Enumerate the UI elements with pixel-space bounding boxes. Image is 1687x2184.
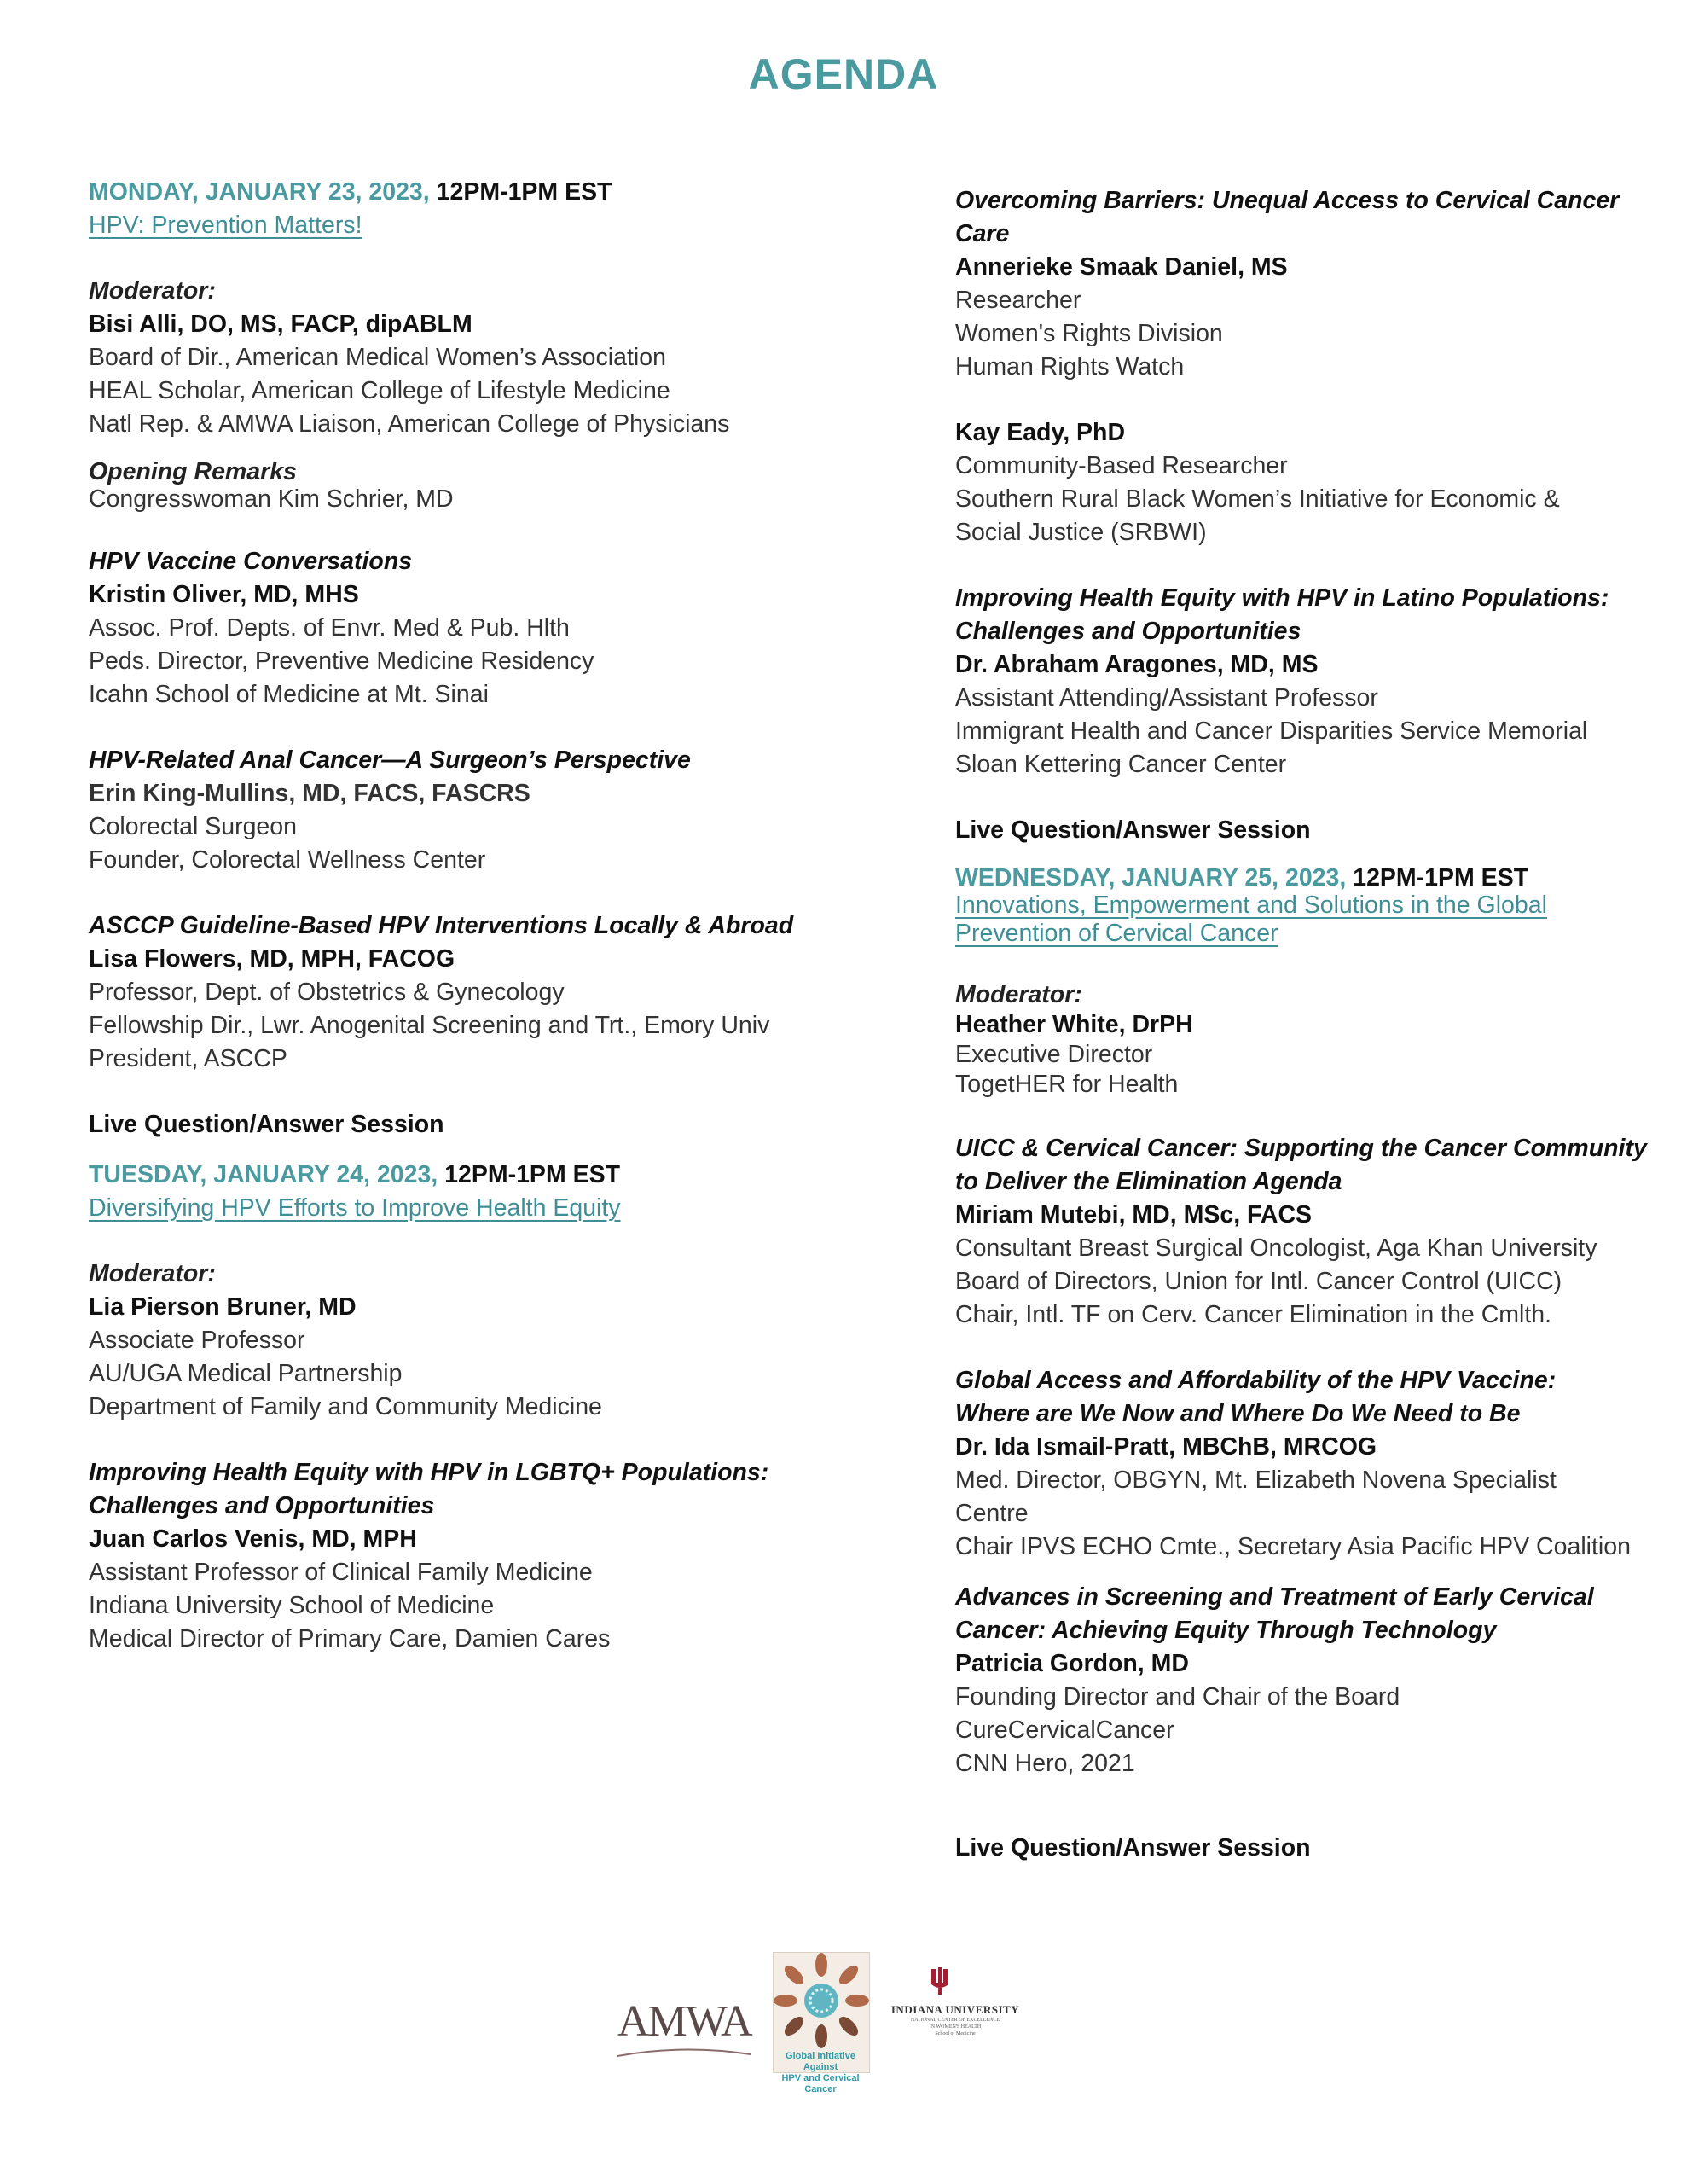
live-qa-label: Live Question/Answer Session xyxy=(955,1834,1311,1862)
opening-remarks-speaker: Congresswoman Kim Schrier, MD xyxy=(89,485,454,513)
monday-theme[interactable]: HPV: Prevention Matters! xyxy=(89,212,362,239)
affiliation-line: Community-Based Researcher xyxy=(955,452,1288,479)
indiana-university-logo xyxy=(887,2003,1023,2037)
affiliation-line: Indiana University School of Medicine xyxy=(89,1592,495,1619)
monday-header xyxy=(89,176,839,209)
wednesday-theme[interactable]: Innovations, Empowerment and Solutions in the Global xyxy=(955,892,1547,919)
session-title: ASCCP Guideline-Based HPV Interventions Locally & Abroad xyxy=(89,912,794,939)
wednesday-header xyxy=(955,864,1663,892)
amwa-logo: AMWA xyxy=(617,1997,751,2046)
hands-circle-icon xyxy=(774,1953,869,2048)
moderator-label: Moderator: xyxy=(89,277,216,305)
affiliation-line: Founding Director and Chair of the Board xyxy=(955,1683,1400,1711)
left-column xyxy=(89,176,839,1656)
iu-name: INDIANA UNIVERSITY xyxy=(890,2003,1020,2016)
affiliation-line: Department of Family and Community Medicine xyxy=(89,1393,602,1420)
moderator-label: Moderator: xyxy=(955,981,1082,1008)
affiliation-line: Fellowship Dir., Lwr. Anogenital Screening and Trt., Emory Univ xyxy=(89,1012,770,1039)
affiliation-line: Women's Rights Division xyxy=(955,320,1223,347)
affiliation-line: Assistant Attending/Assistant Professor xyxy=(955,684,1378,712)
global-initiative-line: HPV and Cervical Cancer xyxy=(781,2073,860,2094)
tuesday-header xyxy=(89,1159,839,1192)
right-column xyxy=(955,184,1663,1865)
affiliation-line: AU/UGA Medical Partnership xyxy=(89,1360,403,1387)
moderator-name: Bisi Alli, DO, MS, FACP, dipABLM xyxy=(89,311,472,338)
speaker-name: Lisa Flowers, MD, MPH, FACOG xyxy=(89,945,455,973)
affiliation-line: President, ASCCP xyxy=(89,1045,287,1072)
affiliation-line: CureCervicalCancer xyxy=(955,1716,1174,1744)
session-title: Care xyxy=(955,220,1010,247)
wednesday-time: 12PM-1PM EST xyxy=(1353,864,1529,892)
monday-date: MONDAY, JANUARY 23, 2023, xyxy=(89,178,430,206)
tuesday-theme[interactable]: Diversifying HPV Efforts to Improve Health Equity xyxy=(89,1194,621,1222)
affiliation-line: Immigrant Health and Cancer Disparities Service Memorial xyxy=(955,717,1588,745)
session-title: UICC & Cervical Cancer: Supporting the Cancer Community xyxy=(955,1135,1647,1162)
speaker-name: Juan Carlos Venis, MD, MPH xyxy=(89,1525,417,1553)
affiliation-line: Sloan Kettering Cancer Center xyxy=(955,751,1287,778)
session-title: Overcoming Barriers: Unequal Access to Cervical Cancer xyxy=(955,187,1620,214)
affiliation-line: Peds. Director, Preventive Medicine Residency xyxy=(89,648,594,675)
moderator-name: Heather White, DrPH xyxy=(955,1011,1193,1038)
global-initiative-line: Global Initiative Against xyxy=(786,2051,855,2072)
iu-subtitle: IN WOMEN'S HEALTH xyxy=(929,2024,982,2030)
affiliation-line: Medical Director of Primary Care, Damien Cares xyxy=(89,1625,611,1653)
speaker-name: Kay Eady, PhD xyxy=(955,419,1126,446)
session-title: Improving Health Equity with HPV in Latino Populations: xyxy=(955,584,1609,612)
sponsor-logos xyxy=(614,1952,1092,2097)
opening-remarks-label: Opening Remarks xyxy=(89,458,297,485)
session-title: Challenges and Opportunities xyxy=(955,618,1301,645)
speaker-name: Dr. Abraham Aragones, MD, MS xyxy=(955,651,1319,678)
moderator-name: Lia Pierson Bruner, MD xyxy=(89,1293,357,1321)
speaker-name: Patricia Gordon, MD xyxy=(955,1650,1189,1677)
session-title: Advances in Screening and Treatment of Early Cervical xyxy=(955,1583,1594,1611)
affiliation-line: Assistant Professor of Clinical Family Medicine xyxy=(89,1559,593,1586)
affiliation-line: Southern Rural Black Women’s Initiative for Economic & xyxy=(955,485,1560,513)
affiliation-line: Natl Rep. & AMWA Liaison, American College of Physicians xyxy=(89,410,730,438)
affiliation-line: Researcher xyxy=(955,287,1081,314)
speaker-name: Miriam Mutebi, MD, MSc, FACS xyxy=(955,1201,1313,1228)
speaker-name: Erin King-Mullins, MD, FACS, FASCRS xyxy=(89,780,530,807)
amwa-swoosh-icon xyxy=(616,2048,752,2059)
affiliation-line: HEAL Scholar, American College of Lifestyle Medicine xyxy=(89,377,670,404)
affiliation-line: Med. Director, OBGYN, Mt. Elizabeth Novena Specialist xyxy=(955,1467,1557,1494)
affiliation-line: Founder, Colorectal Wellness Center xyxy=(89,846,486,874)
affiliation-line: Assoc. Prof. Depts. of Envr. Med & Pub. Hlth xyxy=(89,614,570,642)
affiliation-line: Icahn School of Medicine at Mt. Sinai xyxy=(89,681,489,708)
speaker-name: Dr. Ida Ismail-Pratt, MBChB, MRCOG xyxy=(955,1433,1377,1461)
iu-trident-icon xyxy=(930,1966,950,1995)
affiliation-line: Board of Dir., American Medical Women’s Association xyxy=(89,344,666,371)
iu-subtitle: School of Medicine xyxy=(935,2031,976,2036)
tuesday-time: 12PM-1PM EST xyxy=(444,1161,621,1188)
tuesday-date: TUESDAY, JANUARY 24, 2023, xyxy=(89,1161,438,1188)
speaker-name: Annerieke Smaak Daniel, MS xyxy=(955,253,1288,281)
affiliation-line: Executive Director xyxy=(955,1041,1153,1068)
live-qa-label: Live Question/Answer Session xyxy=(955,816,1311,844)
session-title: Where are We Now and Where Do We Need to Be xyxy=(955,1400,1521,1427)
moderator-label: Moderator: xyxy=(89,1260,216,1287)
speaker-name: Kristin Oliver, MD, MHS xyxy=(89,581,359,608)
global-initiative-text xyxy=(773,2051,868,2095)
affiliation-line: TogetHER for Health xyxy=(955,1071,1179,1098)
affiliation-line: Professor, Dept. of Obstetrics & Gynecology xyxy=(89,979,565,1006)
session-title: Challenges and Opportunities xyxy=(89,1492,435,1519)
iu-subtitle: NATIONAL CENTER OF EXCELLENCE xyxy=(910,2018,1000,2023)
live-qa-label: Live Question/Answer Session xyxy=(89,1111,444,1138)
affiliation-line: Chair, Intl. TF on Cerv. Cancer Elimination in the Cmlth. xyxy=(955,1301,1552,1328)
affiliation-line: Associate Professor xyxy=(89,1327,305,1354)
session-title: to Deliver the Elimination Agenda xyxy=(955,1168,1342,1195)
affiliation-line: Consultant Breast Surgical Oncologist, Aga Khan University xyxy=(955,1234,1597,1262)
session-title: Improving Health Equity with HPV in LGBTQ+ Populations: xyxy=(89,1459,769,1486)
monday-time: 12PM-1PM EST xyxy=(436,178,612,206)
wednesday-theme[interactable]: Prevention of Cervical Cancer xyxy=(955,920,1278,947)
session-title: Global Access and Affordability of the HPV Vaccine: xyxy=(955,1367,1557,1394)
wednesday-date: WEDNESDAY, JANUARY 25, 2023, xyxy=(955,864,1347,892)
page-title: AGENDA xyxy=(748,50,939,98)
affiliation-line: Chair IPVS ECHO Cmte., Secretary Asia Pacific HPV Coalition xyxy=(955,1533,1631,1560)
session-title: HPV Vaccine Conversations xyxy=(89,548,413,575)
affiliation-line: Social Justice (SRBWI) xyxy=(955,519,1207,546)
session-title: Cancer: Achieving Equity Through Technology xyxy=(955,1617,1497,1644)
session-title: HPV-Related Anal Cancer—A Surgeon’s Perspective xyxy=(89,746,691,774)
affiliation-line: CNN Hero, 2021 xyxy=(955,1750,1135,1777)
affiliation-line: Colorectal Surgeon xyxy=(89,813,297,840)
affiliation-line: Board of Directors, Union for Intl. Cancer Control (UICC) xyxy=(955,1268,1562,1295)
affiliation-line: Centre xyxy=(955,1500,1029,1527)
affiliation-line: Human Rights Watch xyxy=(955,353,1185,380)
